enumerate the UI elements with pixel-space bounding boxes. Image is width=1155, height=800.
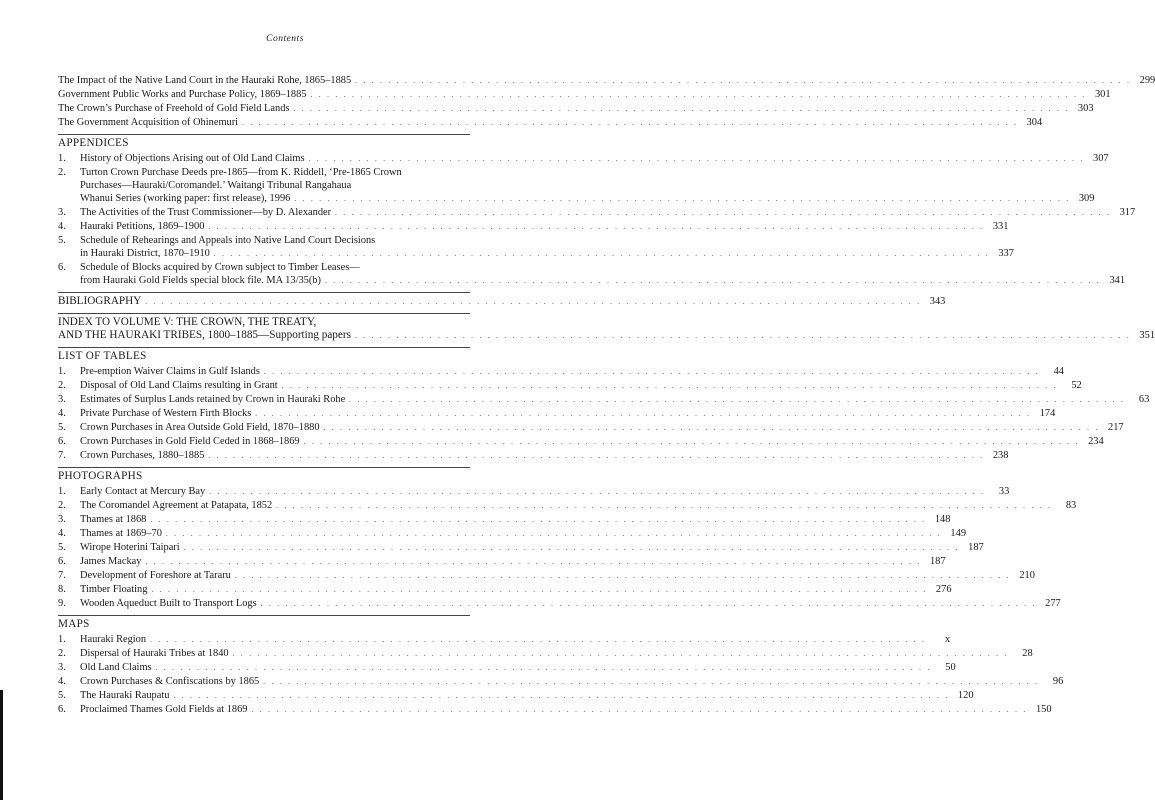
entry-page: 277 [1045,598,1061,609]
appendices-section [58,134,1136,288]
toc-entry[interactable] [58,88,1111,102]
entry-title: Government Public Works and Purchase Policy, 1869–1885 [58,89,307,100]
toc-entry[interactable] [58,689,974,703]
toc-entry[interactable] [58,583,952,597]
toc-entry[interactable] [58,675,1064,689]
entry-title: Old Land Claims [80,662,152,673]
entry-number: 5. [58,235,66,246]
leader-dots [208,450,984,463]
toc-entry[interactable] [58,485,1010,499]
entry-page: 83 [1065,500,1077,511]
entry-page: 120 [957,690,974,701]
entry-title: Hauraki Petitions, 1869–1900 [80,221,205,232]
leader-dots [166,528,942,541]
entry-page: 174 [1039,408,1056,419]
entry-number: 3. [58,662,66,673]
bibliography-section [58,292,946,309]
contents-list [58,74,1155,717]
entry-page: 304 [1026,117,1043,128]
entry-title: Disposal of Old Land Claims resulting in Grant [80,380,278,391]
leader-dots [355,330,1131,343]
toc-entry[interactable] [58,449,1009,463]
leader-dots [242,117,1018,130]
entry-page: 301 [1094,89,1111,100]
leader-dots [282,380,1058,393]
entry-number: 2. [58,380,66,391]
entry-page: 309 [1078,193,1095,204]
entry-number: 9. [58,598,66,609]
toc-entry[interactable] [58,295,946,309]
entry-page: 52 [1071,380,1082,391]
toc-entry[interactable] [58,513,951,527]
leader-dots [173,690,949,703]
entry-page: 187 [929,556,946,567]
entry-title: The Government Acquisition of Ohinemuri [58,117,239,128]
entry-number: 4. [58,528,66,539]
leader-dots [293,103,1069,116]
entry-title: Wooden Aqueduct Built to Transport Logs [80,598,257,609]
leader-dots [208,221,984,234]
entry-title-line: from Hauraki Gold Fields special block file. MA 13/35(b) [80,275,321,286]
section-heading: MAPS [58,618,90,630]
leader-dots [325,275,1101,288]
tables-section [58,347,1150,463]
entry-page: 63 [1138,394,1150,405]
entry-number: 5. [58,690,66,701]
entry-number: 2. [58,648,66,659]
entry-title: Development of Foreshore at Tararu [80,570,231,581]
entry-page: 150 [1035,704,1052,715]
running-head: Contents [266,34,304,44]
entry-number: 2. [58,167,66,178]
toc-entry[interactable] [58,166,1095,206]
toc-entry[interactable] [58,393,1150,407]
page-edge-shadow [0,690,3,800]
entry-number: 5. [58,542,66,553]
entry-page: 317 [1119,207,1136,218]
entry-page: 337 [998,248,1014,259]
entry-title: Estimates of Surplus Lands retained by Crown in Hauraki Rohe [80,394,346,405]
entry-page: 96 [1052,676,1064,687]
leader-dots [156,662,932,675]
maps-section [58,615,1064,717]
entry-number: 6. [58,262,66,273]
entry-title: James Mackay [80,556,142,567]
leader-dots [335,207,1111,220]
section-heading: INDEX TO VOLUME V: THE CROWN, THE TREATY, [58,316,317,328]
entry-number: 6. [58,704,66,715]
entry-number: 6. [58,436,66,447]
entry-page: 331 [992,221,1009,232]
entry-page: 303 [1077,103,1094,114]
entry-title: The Hauraki Raupatu [80,690,170,701]
leader-dots [214,248,990,261]
leader-dots [311,89,1087,102]
toc-entry[interactable] [58,499,1077,513]
leader-dots [150,514,926,527]
leader-dots [184,542,960,555]
entry-title: Private Purchase of Western Firth Blocks [80,408,252,419]
entry-page: 299 [1139,75,1155,86]
entry-number: 4. [58,676,66,687]
entry-title: Crown Purchases & Confiscations by 1865 [80,676,260,687]
toc-entry[interactable] [58,421,1124,435]
toc-entry[interactable] [58,234,1014,261]
entry-number: 7. [58,570,66,581]
entry-number: 5. [58,422,66,433]
entry-title: Early Contact at Mercury Bay [80,486,206,497]
entry-title: Proclaimed Thames Gold Fields at 1869 [80,704,248,715]
entry-title: History of Objections Arising out of Old Land Claims [80,153,305,164]
toc-entry[interactable] [58,555,946,569]
toc-entry[interactable] [58,102,1094,116]
leader-dots [264,366,1040,379]
toc-entry[interactable] [58,365,1064,379]
entry-number: 4. [58,408,66,419]
toc-entry[interactable] [58,633,951,647]
entry-page: x [944,634,951,645]
leader-dots [255,408,1031,421]
entry-title: Timber Floating [80,584,148,595]
leader-dots [145,556,921,569]
entry-page: 234 [1088,436,1104,447]
toc-entry[interactable] [58,74,1155,88]
section-heading-continued: AND THE HAURAKI TRIBES, 1800–1885—Supporting papers [58,329,351,341]
photographs-section [58,467,1077,611]
entry-title: Thames at 1868 [80,514,147,525]
leader-dots [276,500,1052,513]
toc-entry[interactable] [58,541,984,555]
entry-title: Wirope Hoterini Taipari [80,542,180,553]
toc-entry[interactable] [58,206,1136,220]
entry-number: 4. [58,221,66,232]
leader-dots [263,676,1039,689]
toc-entry[interactable] [58,116,1043,130]
leader-dots [261,598,1037,611]
entry-title: Crown Purchases, 1880–1885 [80,450,205,461]
entry-number: 1. [58,366,66,377]
entry-title-line: Purchases—Hauraki/Coromandel.’ Waitangi Tribunal Rangahaua [80,180,352,191]
entry-title: The Coromandel Agreement at Patapata, 1852 [80,500,273,511]
index-heading-line [58,316,470,329]
leader-dots [349,394,1125,407]
entry-title-line: in Hauraki District, 1870–1910 [80,248,210,259]
entry-page: 148 [934,514,951,525]
section-heading: PHOTOGRAPHS [58,470,143,482]
entry-title: Crown Purchases in Gold Field Ceded in 1868–1869 [80,436,300,447]
entry-title-line: Turton Crown Purchase Deeds pre-1865—from K. Riddell, ‘Pre-1865 Crown [80,167,402,178]
toc-entry[interactable] [58,379,1082,393]
entry-page: 276 [935,584,952,595]
entry-title: The Activities of the Trust Commissioner—by D. Alexander [80,207,332,218]
entry-number: 6. [58,556,66,567]
entry-title: The Crown’s Purchase of Freehold of Gold Field Lands [58,103,290,114]
toc-entry[interactable] [58,597,1061,611]
top-entries [58,74,1155,130]
entry-number: 3. [58,514,66,525]
toc-entry[interactable] [58,261,1126,288]
toc-entry[interactable] [58,407,1056,421]
leader-dots [309,153,1085,166]
toc-entry[interactable] [58,220,1009,234]
leader-dots [294,193,1070,206]
entry-page: 149 [950,528,967,539]
section-heading: APPENDICES [58,137,129,149]
entry-page: 44 [1053,366,1064,377]
toc-entry[interactable] [58,329,1155,343]
leader-dots [235,570,1011,583]
leader-dots [355,75,1131,88]
entry-number: 2. [58,500,66,511]
entry-title: Pre-emption Waiver Claims in Gulf Islands [80,366,260,377]
entry-page: 343 [929,296,946,307]
leader-dots [251,704,1027,717]
entry-number: 3. [58,394,66,405]
toc-entry[interactable] [58,569,1035,583]
entry-page: 238 [992,450,1009,461]
entry-page: 217 [1108,422,1124,433]
index-section [58,313,1155,343]
leader-dots [304,436,1080,449]
entry-title: Thames at 1869–70 [80,528,162,539]
entry-title: Crown Purchases in Area Outside Gold Field, 1870–1880 [80,422,320,433]
leader-dots [151,584,927,597]
leader-dots [324,422,1100,435]
entry-page: 341 [1109,275,1126,286]
leader-dots [150,634,926,647]
entry-number: 7. [58,450,66,461]
toc-entry[interactable] [58,703,1052,717]
entry-title-line: Schedule of Blocks acquired by Crown subject to Timber Leases— [80,262,360,273]
section-heading: BIBLIOGRAPHY [58,295,142,307]
entry-number: 1. [58,153,66,164]
entry-title-line: Schedule of Rehearings and Appeals into Native Land Court Decisions [80,235,376,246]
entry-number: 8. [58,584,66,595]
toc-entry[interactable] [58,152,1109,166]
leader-dots [233,648,1009,661]
leader-dots [209,486,985,499]
entry-page: 351 [1139,330,1155,341]
toc-entry[interactable] [58,527,967,541]
entry-page: 307 [1093,153,1109,164]
entry-title: The Impact of the Native Land Court in the Hauraki Rohe, 1865–1885 [58,75,352,86]
leader-dots [145,296,921,309]
toc-entry[interactable] [58,647,1033,661]
entry-title: Hauraki Region [80,634,147,645]
entry-number: 1. [58,486,66,497]
entry-title-line: Whanui Series (working paper: first release), 1996 [80,193,291,204]
entry-page: 28 [1022,648,1033,659]
entry-number: 3. [58,207,66,218]
entry-title: Dispersal of Hauraki Tribes at 1840 [80,648,229,659]
section-heading: LIST OF TABLES [58,350,147,362]
entry-page: 50 [945,662,956,673]
toc-entry[interactable] [58,661,956,675]
entry-number: 1. [58,634,66,645]
entry-page: 210 [1019,570,1035,581]
entry-page: 187 [968,542,984,553]
toc-entry[interactable] [58,435,1104,449]
entry-page: 33 [998,486,1010,497]
